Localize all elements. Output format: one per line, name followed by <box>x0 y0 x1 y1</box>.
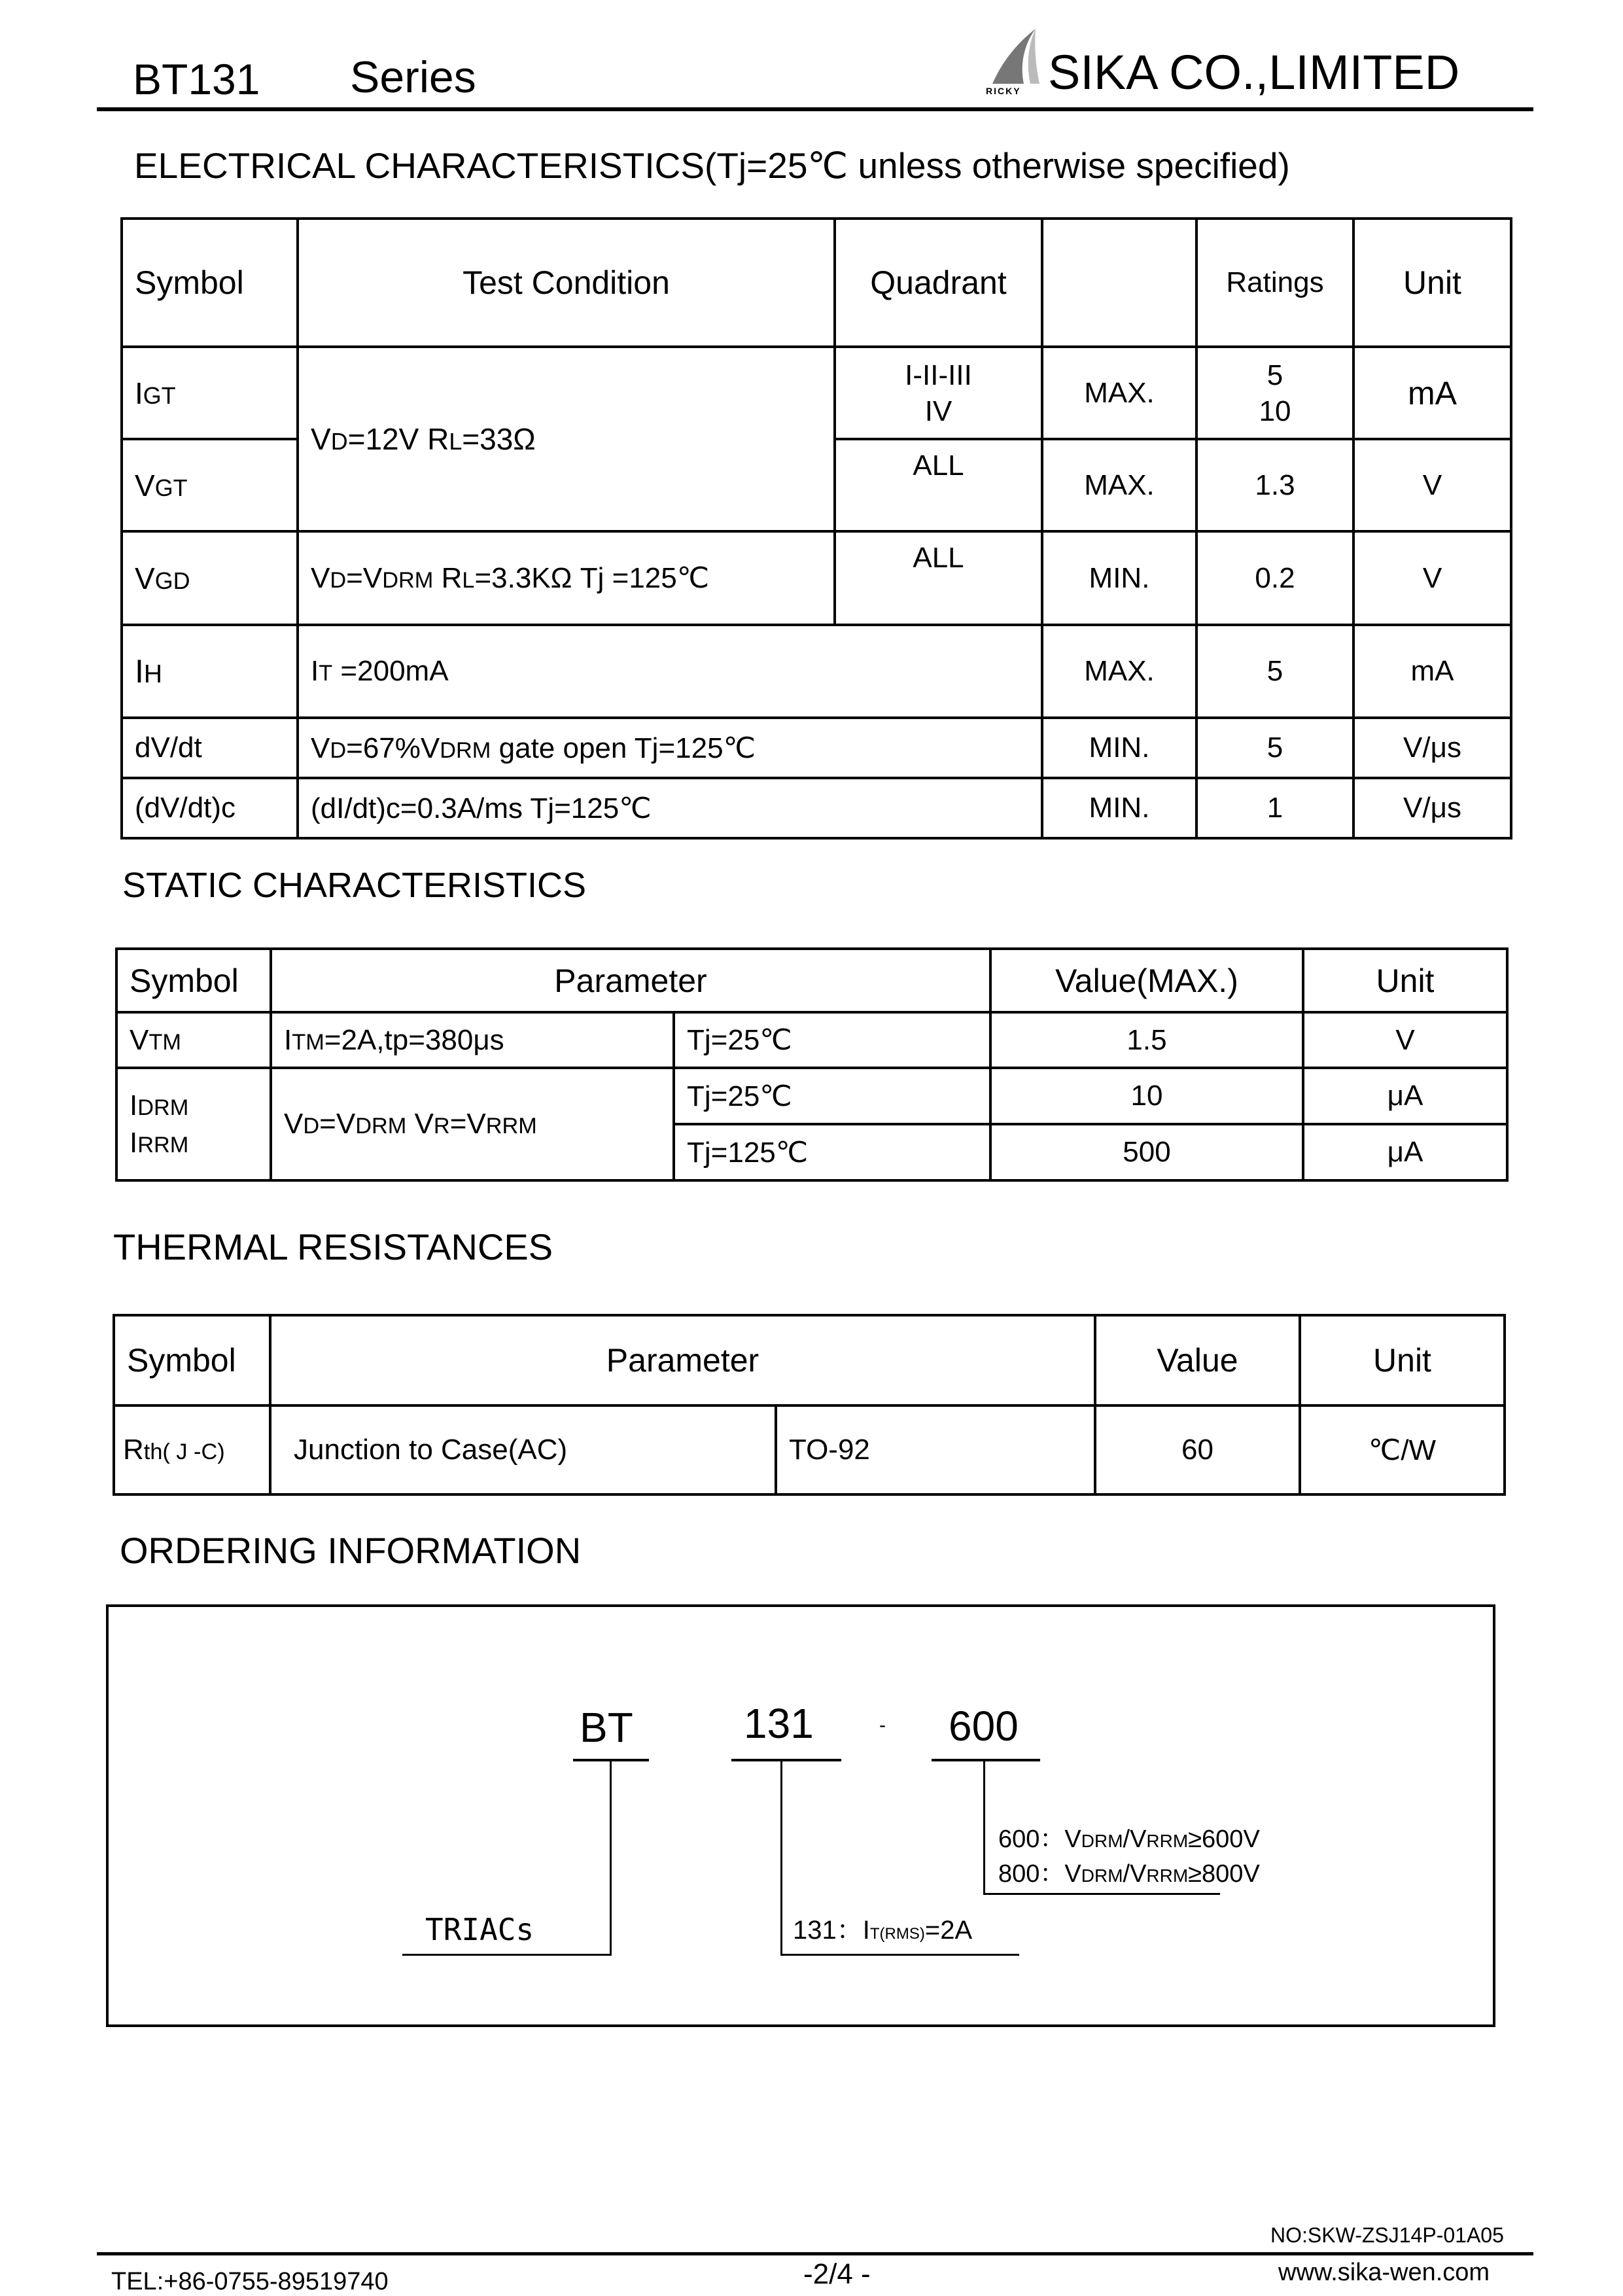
header-unit: Unit <box>1353 219 1511 347</box>
thermal-header-value: Value <box>1095 1315 1300 1405</box>
order-part-600: 600 <box>949 1703 1019 1750</box>
table-row-vtm <box>116 1012 1507 1068</box>
rating-vgd: 0.2 <box>1196 531 1353 625</box>
condition-ih: IT =200mA <box>298 625 1042 718</box>
temp-idrm-25: Tj=25℃ <box>674 1068 990 1124</box>
unit-vgt: V <box>1353 439 1511 531</box>
thermal-header-parameter: Parameter <box>270 1315 1095 1405</box>
condition-igt-vgt: VD=12V RL=33Ω <box>298 347 835 531</box>
condition-dvdt: VD=67%VDRM gate open Tj=125℃ <box>298 718 1042 778</box>
table-row-ih <box>122 625 1511 718</box>
static-table <box>115 947 1509 1182</box>
value-vtm: 1.5 <box>990 1012 1303 1068</box>
temp-vtm: Tj=25℃ <box>674 1012 990 1068</box>
limit-dvdt: MIN. <box>1042 718 1196 778</box>
label-triacs: TRIACs <box>425 1912 534 1947</box>
connector-131 <box>780 1760 782 1956</box>
table-row-dvdtc <box>122 778 1511 838</box>
unit-vgd: V <box>1353 531 1511 625</box>
order-part-bt: BT <box>580 1704 633 1751</box>
table-row-dvdt <box>122 718 1511 778</box>
symbol-idrm-irrm: IDRM IRRM <box>116 1068 271 1180</box>
symbol-rth: Rth( J -C) <box>114 1405 270 1494</box>
limit-ih: MAX. <box>1042 625 1196 718</box>
header-test-condition: Test Condition <box>298 219 835 347</box>
temp-idrm-125: Tj=125℃ <box>674 1124 990 1180</box>
ordering-box <box>106 1604 1495 2027</box>
unit-dvdtc: V/μs <box>1353 778 1511 838</box>
unit-vtm: V <box>1303 1012 1507 1068</box>
underline-600 <box>932 1759 1040 1761</box>
footer-website: www.sika-wen.com <box>1278 2259 1490 2286</box>
order-dash: - <box>879 1714 886 1736</box>
footer-tel: TEL:+86-0755-89519740 <box>111 2268 389 2295</box>
unit-ih: mA <box>1353 625 1511 718</box>
label-131-current: 131：IT(RMS)=2A <box>793 1916 973 1945</box>
table-row-igt <box>122 347 1511 439</box>
value-idrm-25: 10 <box>990 1068 1303 1124</box>
condition-idrm: VD=VDRM VR=VRRM <box>271 1068 674 1180</box>
value-rth: 60 <box>1095 1405 1300 1494</box>
header-blank <box>1042 219 1196 347</box>
package-rth: TO-92 <box>776 1405 1095 1494</box>
electrical-title: ELECTRICAL CHARACTERISTICS(Tj=25℃ unless otherwise specified) <box>134 145 1290 186</box>
static-header-parameter: Parameter <box>271 949 990 1012</box>
unit-dvdt: V/μs <box>1353 718 1511 778</box>
logo-text: RICKY <box>986 86 1021 96</box>
limit-dvdtc: MIN. <box>1042 778 1196 838</box>
header-symbol: Symbol <box>122 219 298 347</box>
electrical-header-row <box>122 219 1511 347</box>
table-row-idrm-25 <box>116 1068 1507 1124</box>
symbol-dvdt: dV/dt <box>122 718 298 778</box>
underline-131 <box>731 1759 841 1761</box>
rating-dvdt: 5 <box>1196 718 1353 778</box>
condition-vgd: VD=VDRM RL=3.3KΩ Tj =125℃ <box>298 531 835 625</box>
series-label: Series <box>350 52 476 102</box>
symbol-vgd: VGD <box>122 531 298 625</box>
unit-rth: ℃/W <box>1300 1405 1505 1494</box>
rating-dvdtc: 1 <box>1196 778 1353 838</box>
table-row-vgd <box>122 531 1511 625</box>
line-131 <box>780 1954 1019 1956</box>
symbol-vtm: VTM <box>116 1012 271 1068</box>
static-header-value: Value(MAX.) <box>990 949 1303 1012</box>
limit-vgt: MAX. <box>1042 439 1196 531</box>
thermal-header-row <box>114 1315 1505 1405</box>
order-part-131: 131 <box>744 1700 814 1747</box>
footer-rule <box>97 2252 1533 2255</box>
unit-igt: mA <box>1353 347 1511 439</box>
limit-vgd: MIN. <box>1042 531 1196 625</box>
static-header-unit: Unit <box>1303 949 1507 1012</box>
symbol-ih: IH <box>122 625 298 718</box>
footer-page: -2/4 - <box>803 2258 871 2290</box>
part-number: BT131 <box>133 55 260 103</box>
line-triacs <box>402 1954 612 1956</box>
symbol-vgt: VGT <box>122 439 298 531</box>
connector-600 <box>983 1760 985 1895</box>
rating-vgt: 1.3 <box>1196 439 1353 531</box>
electrical-table <box>120 217 1512 839</box>
header-ratings: Ratings <box>1196 219 1353 347</box>
symbol-dvdtc: (dV/dt)c <box>122 778 298 838</box>
header-quadrant: Quadrant <box>835 219 1042 347</box>
quadrant-vgt: ALL <box>835 439 1042 531</box>
thermal-table <box>113 1314 1506 1496</box>
header-rule <box>97 107 1533 111</box>
symbol-igt: IGT <box>122 347 298 439</box>
unit-idrm-25: μA <box>1303 1068 1507 1124</box>
static-header-symbol: Symbol <box>116 949 271 1012</box>
rating-igt: 5 10 <box>1196 347 1353 439</box>
doc-number: NO:SKW-ZSJ14P-01A05 <box>1270 2223 1504 2247</box>
table-row-rth <box>114 1405 1505 1494</box>
label-600-voltage: 600：VDRM/VRRM≥600V <box>998 1826 1260 1853</box>
rating-ih: 5 <box>1196 625 1353 718</box>
connector-bt <box>610 1760 612 1956</box>
static-title: STATIC CHARACTERISTICS <box>122 866 587 905</box>
company-name: SIKA CO.,LIMITED <box>1048 45 1460 99</box>
value-idrm-125: 500 <box>990 1124 1303 1180</box>
label-800-voltage: 800：VDRM/VRRM≥800V <box>998 1860 1260 1888</box>
ordering-title: ORDERING INFORMATION <box>120 1530 582 1571</box>
condition-dvdtc: (dI/dt)c=0.3A/ms Tj=125℃ <box>298 778 1042 838</box>
thermal-header-unit: Unit <box>1300 1315 1505 1405</box>
static-header-row <box>116 949 1507 1012</box>
company-logo <box>985 26 1043 98</box>
quadrant-vgd: ALL <box>835 531 1042 625</box>
thermal-title: THERMAL RESISTANCES <box>113 1226 553 1267</box>
line-600 <box>983 1893 1220 1895</box>
quadrant-igt: I-II-III IV <box>835 347 1042 439</box>
thermal-header-symbol: Symbol <box>114 1315 270 1405</box>
condition-vtm: ITM=2A,tp=380μs <box>271 1012 674 1068</box>
unit-idrm-125: μA <box>1303 1124 1507 1180</box>
limit-igt: MAX. <box>1042 347 1196 439</box>
param-rth: Junction to Case(AC) <box>270 1405 776 1494</box>
